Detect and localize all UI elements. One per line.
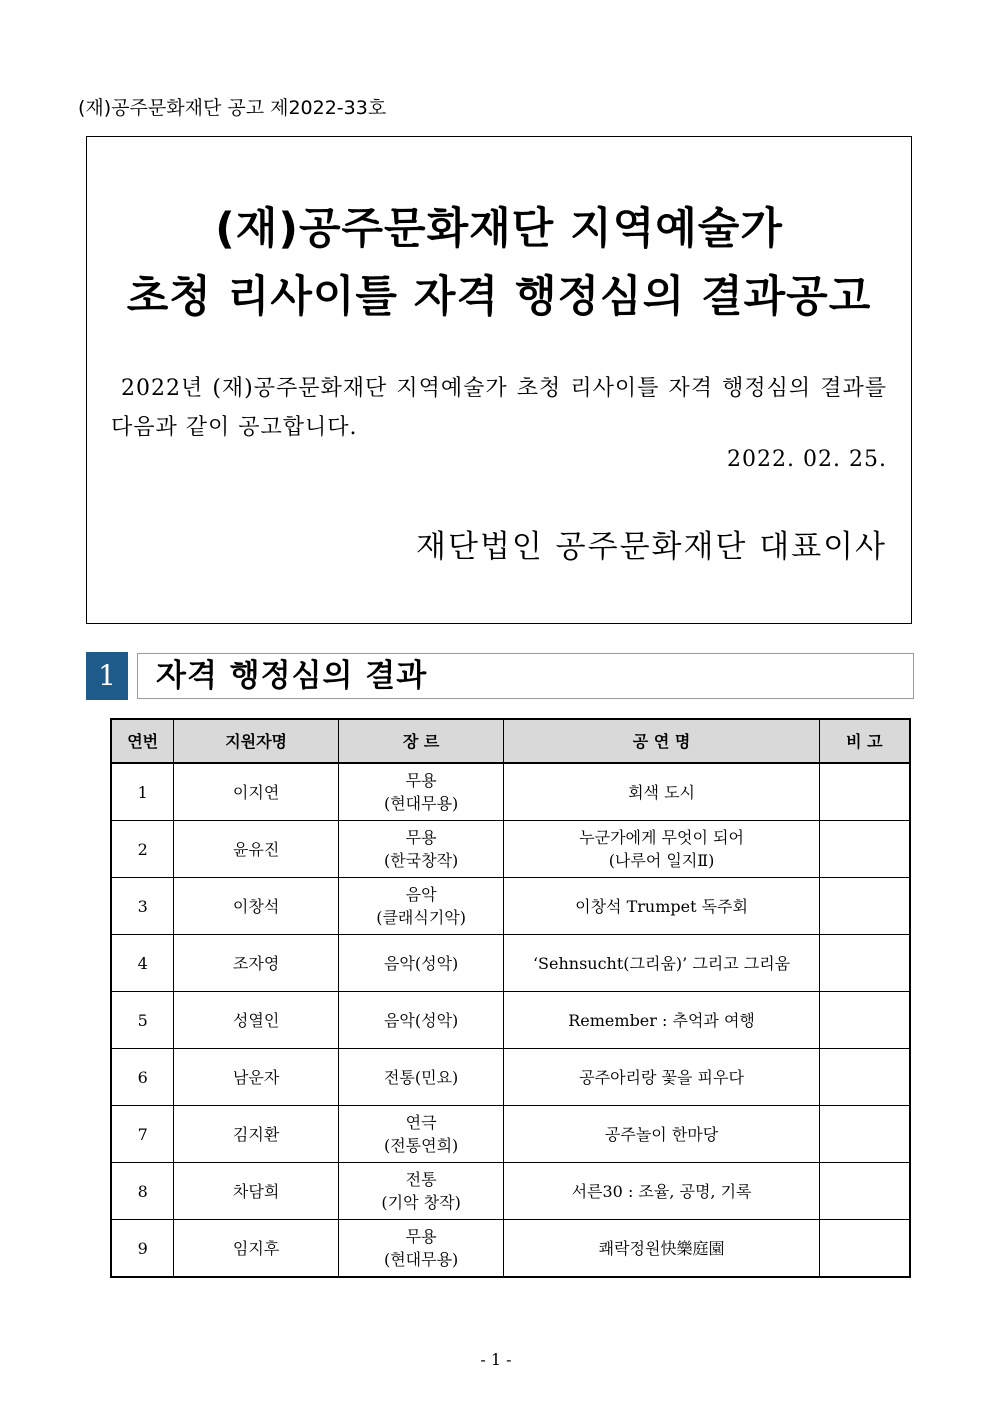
section-number-badge: 1: [86, 652, 128, 700]
note-cell: [819, 763, 910, 821]
applicant-name-cell-text: 성열인: [232, 1010, 280, 1030]
genre-cell: [338, 763, 504, 821]
genre-cell-text: 전통: [405, 1170, 437, 1189]
row-number-cell: [111, 1106, 174, 1163]
genre-cell-text: (전통연희): [383, 1136, 459, 1155]
row-number-cell-text: 4: [137, 953, 148, 973]
applicant-name-cell: [174, 1049, 339, 1106]
performance-title-cell: [504, 1049, 819, 1106]
row-number-cell: [111, 878, 174, 935]
row-number-cell-text: 9: [137, 1238, 148, 1258]
applicant-name-cell: [174, 1220, 339, 1278]
notice-date: 2022. 02. 25.: [727, 447, 887, 472]
table-row: [111, 878, 910, 935]
genre-cell-text: 연극: [405, 1113, 437, 1132]
note-cell: [819, 992, 910, 1049]
genre-cell: [338, 1163, 504, 1220]
row-number-cell-text: 3: [137, 896, 148, 916]
genre-cell-text: 무용: [405, 828, 437, 847]
performance-title-cell-text: 공주놀이 한마당: [604, 1124, 719, 1144]
performance-title-cell-text: 이창석 Trumpet 독주회: [575, 896, 748, 916]
note-cell: [819, 878, 910, 935]
header-cell-performance: 공 연 명: [504, 719, 819, 763]
table-row: [111, 821, 910, 878]
genre-cell-text: (클래식기악): [376, 908, 466, 927]
genre-cell-text: 음악(성악): [383, 1010, 459, 1030]
row-number-cell-text: 5: [137, 1010, 148, 1030]
genre-cell-text: (기악 창작): [381, 1193, 461, 1212]
row-number-cell-text: 1: [137, 782, 148, 802]
genre-cell-text: 음악(성악): [383, 953, 459, 973]
applicant-name-cell: [174, 935, 339, 992]
performance-title-cell-text: Remember : 추억과 여행: [568, 1010, 755, 1030]
note-cell: [819, 821, 910, 878]
table-header-row: [111, 719, 910, 763]
genre-cell-text: 무용: [405, 1227, 437, 1246]
table-row: [111, 935, 910, 992]
applicant-name-cell: [174, 878, 339, 935]
applicant-name-cell: [174, 992, 339, 1049]
performance-title-cell: [504, 992, 819, 1049]
applicant-name-cell: [174, 821, 339, 878]
note-cell: [819, 1220, 910, 1278]
performance-title-cell-text: ‘Sehnsucht(그리움)’ 그리고 그리움: [532, 953, 791, 973]
performance-title-cell-text: 공주아리랑 꽃을 피우다: [579, 1067, 744, 1087]
table-row: [111, 763, 910, 821]
notice-title-line1: (재)공주문화재단 지역예술가: [215, 204, 783, 254]
row-number-cell-text: 2: [137, 839, 148, 859]
note-cell: [819, 1106, 910, 1163]
genre-cell: [338, 878, 504, 935]
note-cell: [819, 935, 910, 992]
notice-signer: 재단법인 공주문화재단 대표이사: [416, 529, 887, 565]
row-number-cell: [111, 821, 174, 878]
genre-cell: [338, 1049, 504, 1106]
table-row: [111, 1220, 910, 1278]
section-title: 자격 행정심의 결과: [137, 653, 914, 699]
performance-title-cell: [504, 1163, 819, 1220]
table-row: [111, 1049, 910, 1106]
notice-body: 2022년 (재)공주문화재단 지역예술가 초청 리사이틀 자격 행정심의 결과를 다음과 같이 공고합니다.: [111, 376, 887, 440]
performance-title-cell: [504, 763, 819, 821]
performance-title-cell: [504, 821, 819, 878]
applicant-name-cell-text: 남운자: [232, 1067, 280, 1087]
applicant-name-cell-text: 임지후: [232, 1238, 280, 1258]
performance-title-cell-text: (나루어 일지Ⅱ): [608, 851, 715, 870]
performance-title-cell: [504, 1106, 819, 1163]
genre-cell: [338, 1106, 504, 1163]
performance-title-cell-text: 서른30 : 조율, 공명, 기록: [571, 1181, 752, 1201]
applicant-name-cell: [174, 1163, 339, 1220]
row-number-cell: [111, 935, 174, 992]
genre-cell: [338, 821, 504, 878]
genre-cell-text: (현대무용): [383, 1250, 459, 1269]
announcement-number: (재)공주문화재단 공고 제2022-33호: [78, 97, 387, 119]
genre-cell-text: 무용: [405, 771, 437, 790]
row-number-cell-text: 6: [137, 1067, 148, 1087]
header-cell-applicant: 지원자명: [174, 719, 339, 763]
performance-title-cell: [504, 935, 819, 992]
note-cell: [819, 1163, 910, 1220]
applicant-name-cell-text: 이지연: [232, 782, 280, 802]
row-number-cell: [111, 1049, 174, 1106]
row-number-cell: [111, 1163, 174, 1220]
header-cell-genre: 장 르: [338, 719, 504, 763]
table-row: [111, 1106, 910, 1163]
performance-title-cell: [504, 878, 819, 935]
performance-title-cell-text: 회색 도시: [628, 782, 696, 802]
note-cell: [819, 1049, 910, 1106]
page-number: - 1 -: [480, 1350, 512, 1369]
genre-cell-text: 음악: [405, 885, 437, 904]
results-table: [110, 718, 911, 1278]
header-cell-note: 비 고: [819, 719, 910, 763]
genre-cell: [338, 992, 504, 1049]
notice-title-line2: 초청 리사이틀 자격 행정심의 결과공고: [126, 272, 872, 322]
applicant-name-cell-text: 김지환: [232, 1124, 280, 1144]
applicant-name-cell-text: 윤유진: [232, 839, 280, 859]
table-row: [111, 992, 910, 1049]
applicant-name-cell-text: 이창석: [232, 896, 280, 916]
header-cell-number: 연번: [111, 719, 174, 763]
applicant-name-cell-text: 조자영: [232, 953, 280, 973]
applicant-name-cell: [174, 763, 339, 821]
genre-cell: [338, 1220, 504, 1278]
row-number-cell: [111, 992, 174, 1049]
performance-title-cell-text: 쾌락정원快樂庭園: [598, 1238, 725, 1258]
performance-title-cell-text: 누군가에게 무엇이 되어: [579, 828, 744, 847]
genre-cell-text: (현대무용): [383, 794, 459, 813]
genre-cell: [338, 935, 504, 992]
genre-cell-text: 전통(민요): [383, 1067, 459, 1087]
row-number-cell: [111, 1220, 174, 1278]
row-number-cell-text: 7: [137, 1124, 148, 1144]
row-number-cell-text: 8: [137, 1181, 148, 1201]
genre-cell-text: (한국창작): [383, 851, 459, 870]
row-number-cell: [111, 763, 174, 821]
applicant-name-cell: [174, 1106, 339, 1163]
notice-box: [86, 136, 912, 624]
table-row: [111, 1163, 910, 1220]
applicant-name-cell-text: 차담희: [232, 1181, 280, 1201]
performance-title-cell: [504, 1220, 819, 1278]
